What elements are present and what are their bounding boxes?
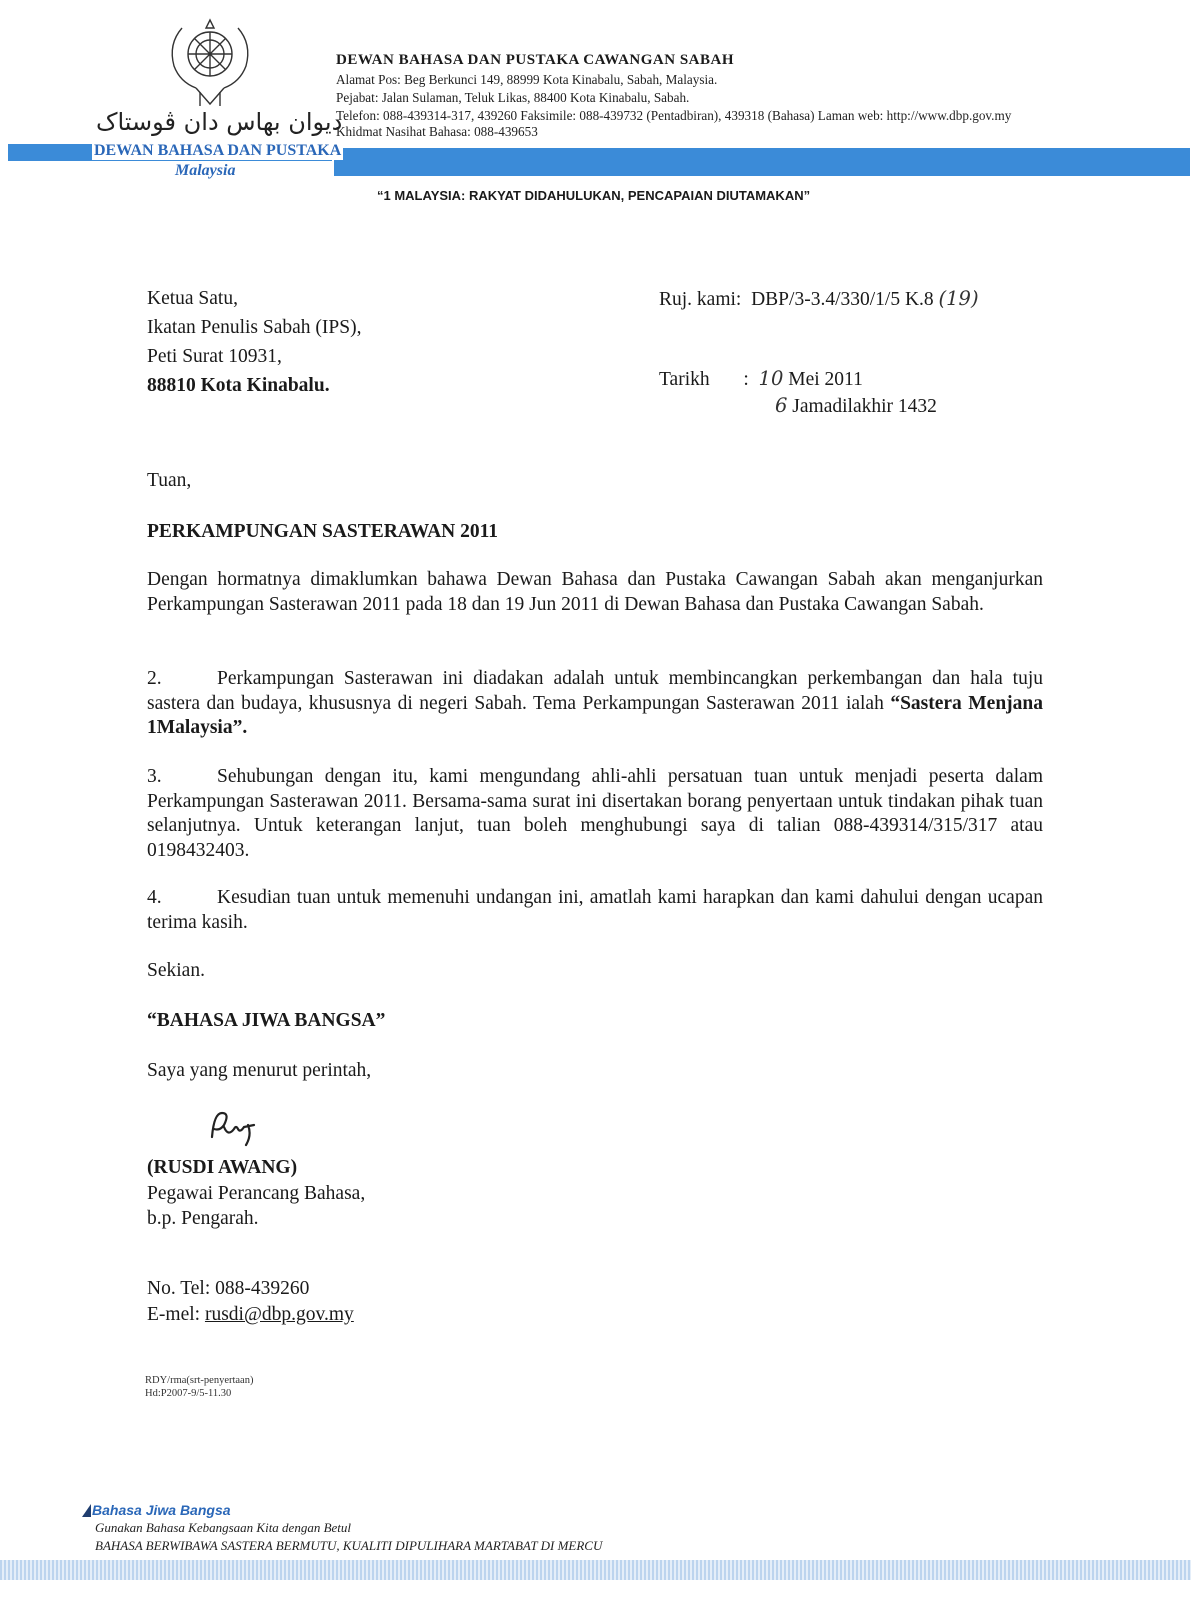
contact-email bbox=[147, 1302, 354, 1327]
paragraph-3 bbox=[147, 765, 1043, 863]
paragraph-text: Kesudian tuan untuk memenuhi undangan ini, amatlah kami harapkan dan kami dahului dengan ucapan terima kasih. bbox=[147, 887, 1043, 933]
advisory-line: Khidmat Nasihat Bahasa: 088-439653 bbox=[336, 124, 538, 139]
signatory-title: Pegawai Perancang Bahasa, bbox=[147, 1183, 366, 1204]
footer-title: Bahasa Jiwa Bangsa bbox=[92, 1502, 231, 1518]
file-reference-code: Hd:P2007-9/5-11.30 bbox=[145, 1388, 232, 1399]
paragraph-text: Sehubungan dengan itu, kami mengundang ahli-ahli persatuan tuan untuk menjadi peserta dalam Perkampungan Sasterawan 2011. Bersama-sama surat ini disertakan borang penyertaan untuk tindakan pihak tuan selanjutnya. Untuk keterangan lanjut, tuan boleh menghubungi saya di talian 088-439314/315/317 atau 0198432403. bbox=[147, 766, 1043, 861]
email-label: E-mel: bbox=[147, 1304, 201, 1325]
slogan: “1 MALAYSIA: RAKYAT DIDAHULUKAN, PENCAPAIAN DIUTAMAKAN” bbox=[377, 188, 811, 203]
paragraph-text: Perkampungan Sasterawan ini diadakan adalah untuk membincangkan perkembangan dan hala tuju sastera dan budaya, khususnya di negeri Sabah. Tema Perkampungan Sasterawan 2011 ialah bbox=[147, 668, 1043, 714]
motto: “BAHASA JIWA BANGSA” bbox=[147, 1010, 386, 1031]
letter-date-hijri bbox=[775, 394, 937, 418]
phone-label: No. Tel: bbox=[147, 1278, 211, 1299]
hijri-day-handwritten: 6 bbox=[775, 394, 788, 417]
closing: Sekian. bbox=[147, 960, 205, 981]
reference-number bbox=[659, 287, 979, 311]
paragraph-1: Dengan hormatnya dimaklumkan bahawa Dewan Bahasa dan Pustaka Cawangan Sabah akan menganjurkan Perkampungan Sasterawan 2011 pada 18 dan 19 Jun 2011 di Dewan Bahasa dan Pustaka Cawangan Sabah. bbox=[147, 569, 1043, 615]
theme-text: “Sastera Menjana 1Malaysia”. bbox=[147, 692, 1044, 738]
org-name: DEWAN BAHASA DAN PUSTAKA CAWANGAN SABAH bbox=[336, 52, 735, 68]
logo-jawi-text: ديوان بهاس دان ڤوستاک bbox=[96, 108, 343, 136]
reference-value: DBP/3-3.4/330/1/5 K.8 bbox=[751, 289, 934, 310]
recipient-postcode-city: 88810 Kota Kinabalu. bbox=[147, 375, 330, 396]
contact-line: Telefon: 088-439314-317, 439260 Faksimile: 088-439732 (Pentadbiran), 439318 (Bahasa) Laman web: http://www.dbp.gov.my bbox=[336, 108, 1012, 123]
footer-strip bbox=[0, 1560, 1191, 1580]
recipient-line: Ketua Satu, bbox=[147, 288, 238, 309]
office-line: Pejabat: Jalan Sulaman, Teluk Likas, 88400 Kota Kinabalu, Sabah. bbox=[336, 90, 690, 105]
reference-label: Ruj. kami: bbox=[659, 289, 742, 310]
signatory-name: (RUSDI AWANG) bbox=[147, 1157, 298, 1178]
signature-icon bbox=[208, 1107, 260, 1147]
phone-number: 088-439260 bbox=[215, 1278, 310, 1299]
footer-triangle-icon bbox=[82, 1504, 91, 1517]
paragraph-number: 2. bbox=[147, 668, 162, 689]
contact-phone bbox=[147, 1276, 309, 1301]
logo-org-text: DEWAN BAHASA DAN PUSTAKA bbox=[94, 142, 342, 159]
date-label: Tarikh bbox=[659, 369, 710, 390]
date-day-handwritten: 10 bbox=[758, 367, 784, 390]
logo-country-text: Malaysia bbox=[175, 162, 236, 179]
subject-heading: PERKAMPUNGAN SASTERAWAN 2011 bbox=[147, 521, 499, 542]
date-colon: : bbox=[743, 369, 749, 390]
date-gregorian: Mei 2011 bbox=[788, 369, 863, 390]
hijri-date: Jamadilakhir 1432 bbox=[792, 396, 937, 417]
complimentary-close: Saya yang menurut perintah, bbox=[147, 1060, 372, 1081]
recipient-line: Ikatan Penulis Sabah (IPS), bbox=[147, 317, 362, 338]
recipient-line: Peti Surat 10931, bbox=[147, 346, 282, 367]
dbp-emblem-icon bbox=[160, 14, 260, 112]
salutation: Tuan, bbox=[147, 470, 192, 491]
paragraph-number: 4. bbox=[147, 887, 162, 908]
email-link[interactable]: rusdi@dbp.gov.my bbox=[204, 1304, 354, 1325]
recipient-address bbox=[147, 286, 361, 402]
address-line: Alamat Pos: Beg Berkunci 149, 88999 Kota Kinabalu, Sabah, Malaysia. bbox=[336, 72, 718, 87]
header-bar-right bbox=[334, 148, 1190, 176]
reference-handwritten: (19) bbox=[938, 287, 979, 310]
signatory-on-behalf: b.p. Pengarah. bbox=[147, 1208, 259, 1229]
paragraph-number: 3. bbox=[147, 766, 162, 787]
paragraph-4 bbox=[147, 886, 1043, 935]
paragraph-2 bbox=[147, 667, 1043, 741]
footer-tagline: Gunakan Bahasa Kebangsaan Kita dengan Betul bbox=[95, 1520, 352, 1535]
file-reference: RDY/rma(srt-penyertaan) bbox=[145, 1375, 254, 1386]
footer-motto: BAHASA BERWIBAWA SASTERA BERMUTU, KUALITI DIPULIHARA MARTABAT DI MERCU bbox=[95, 1538, 603, 1553]
letter-date bbox=[659, 367, 863, 391]
